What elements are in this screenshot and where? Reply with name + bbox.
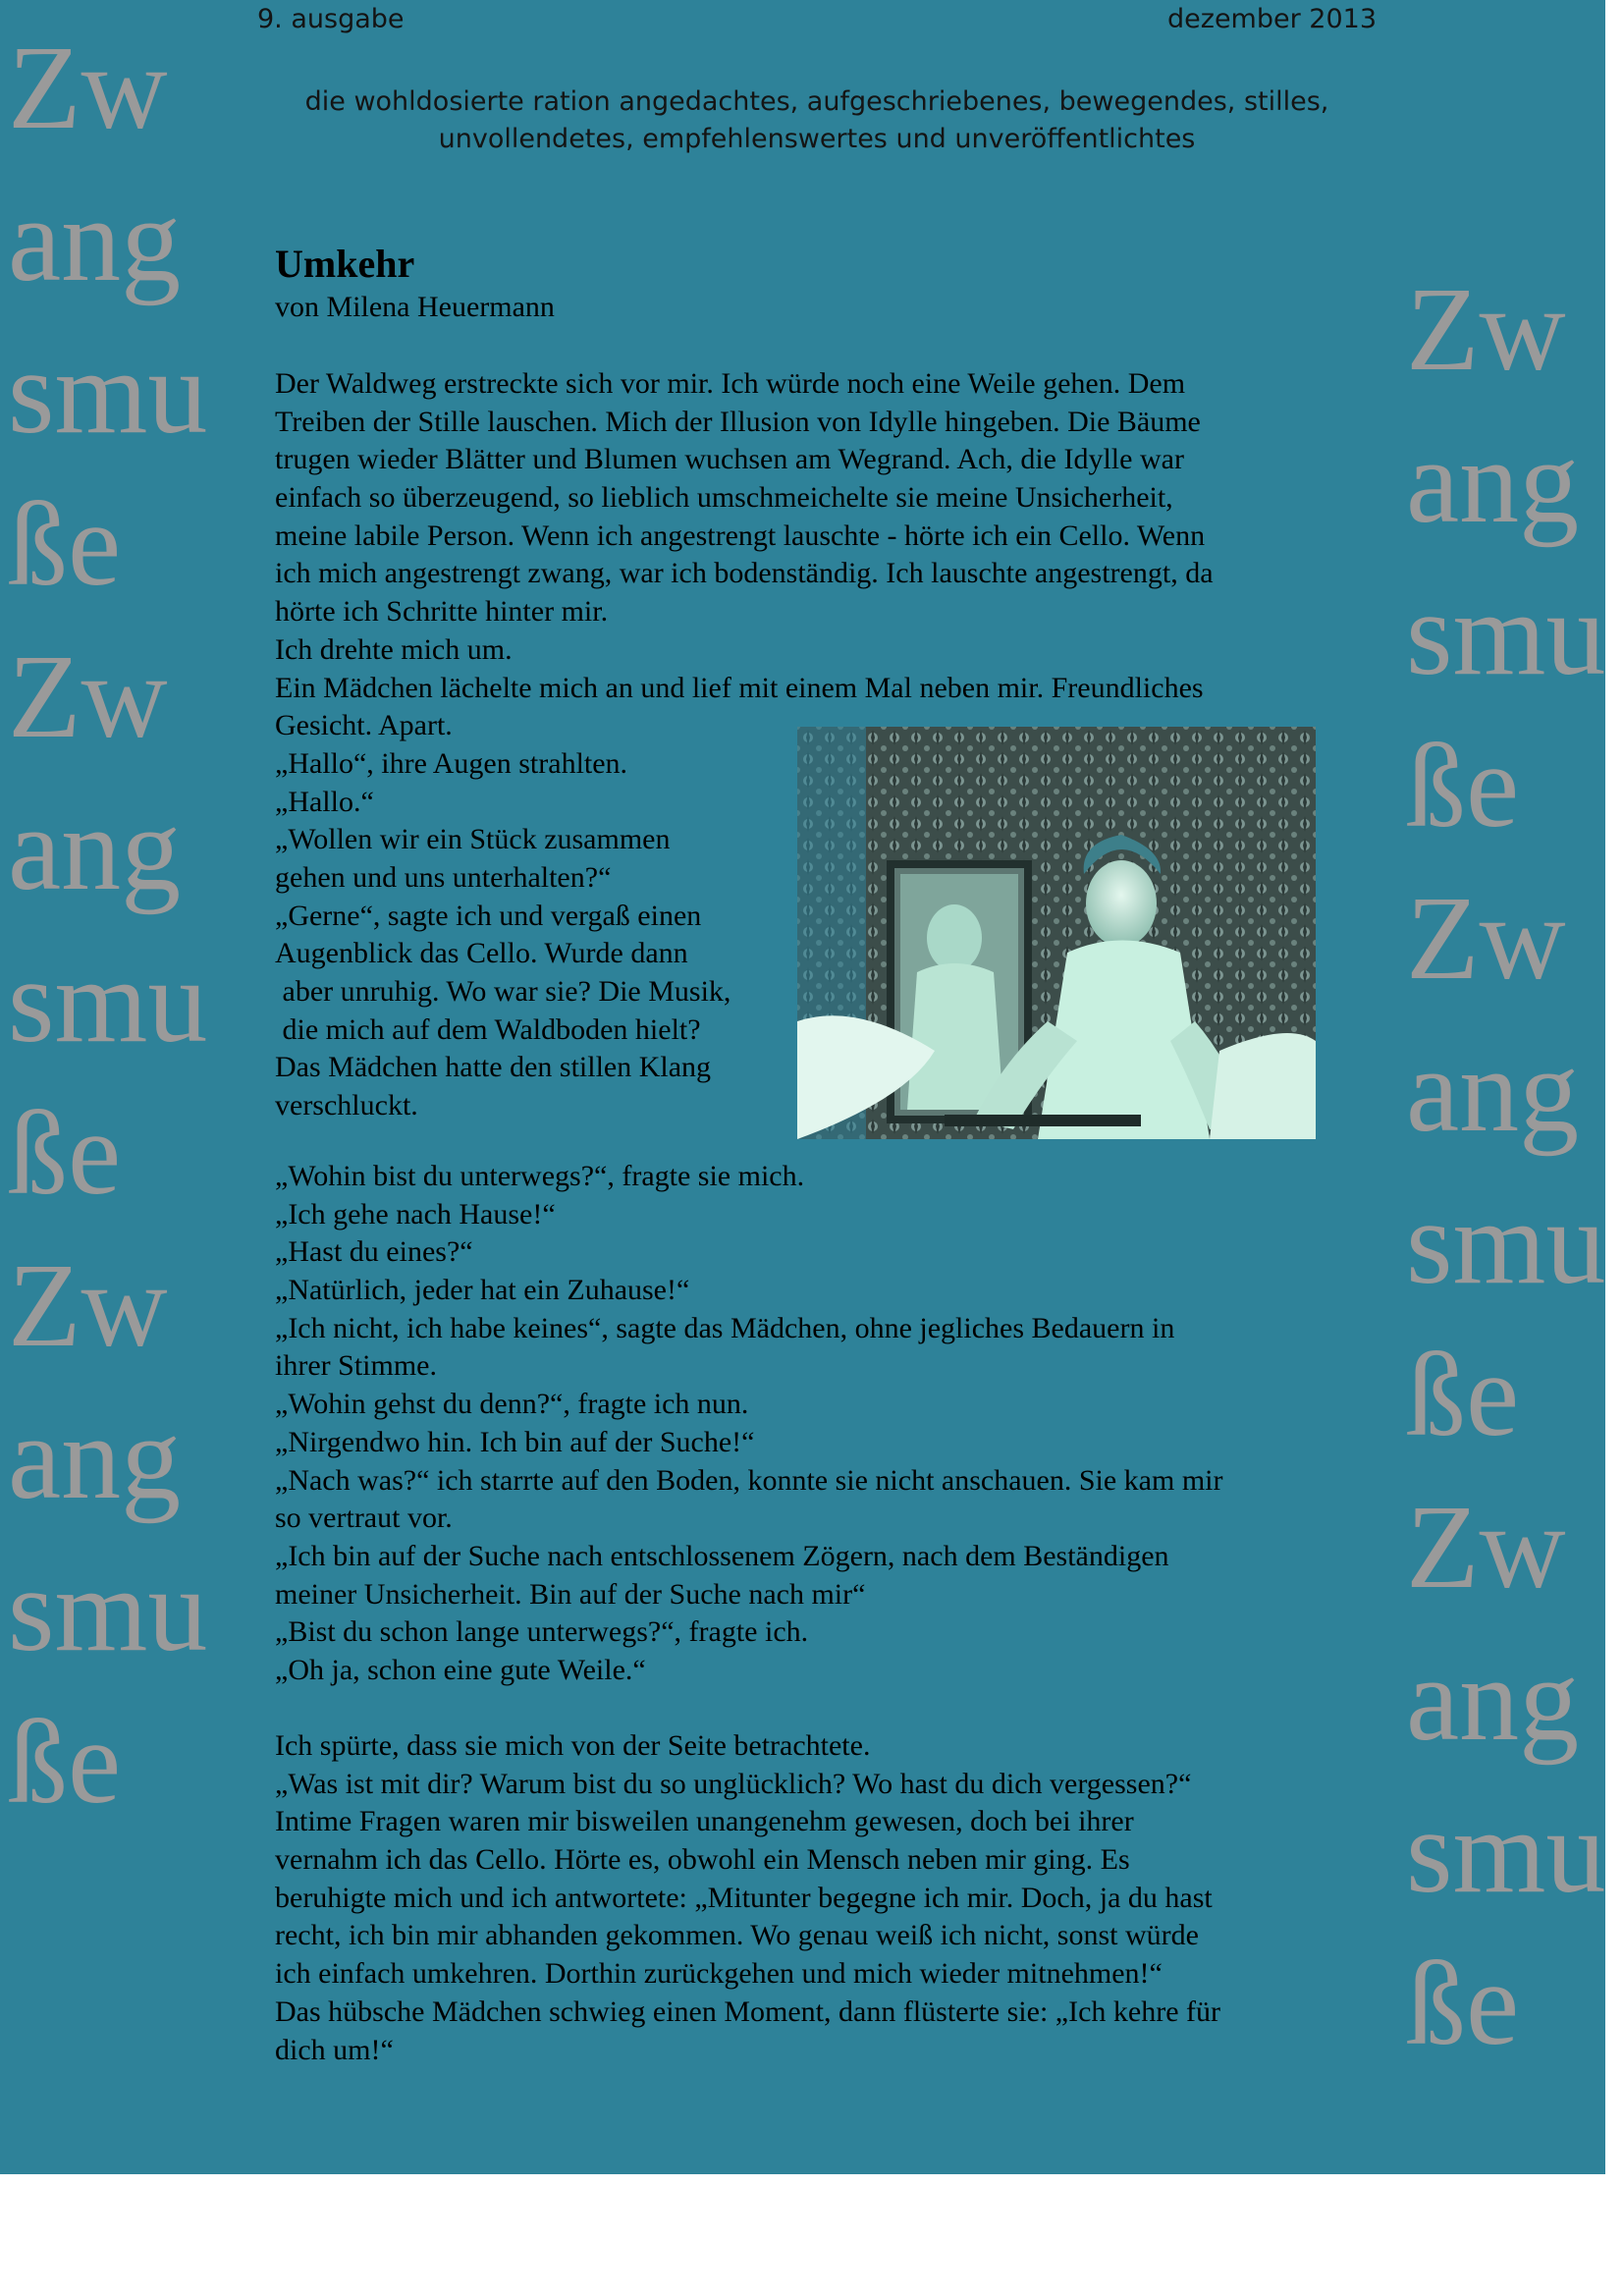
text-line: „Hast du eines?“ [275, 1235, 473, 1269]
side-word-syllable: smu [8, 1544, 208, 1676]
text-line: „Ich bin auf der Suche nach entschlossenem Zögern, nach dem Beständigen [275, 1539, 1169, 1572]
text-line: Gesicht. Apart. [275, 709, 453, 742]
text-line: „Ich nicht, ich habe keines“, sagte das Mädchen, ohne jegliches Bedauern in [275, 1311, 1175, 1344]
side-word-column-left [8, 12, 207, 1838]
side-word-column-right [1406, 253, 1605, 2080]
side-word-syllable: smu [1406, 1176, 1606, 1309]
text-line: vernahm ich das Cello. Hörte es, obwohl ein Mensch neben mir ging. Es [275, 1843, 1130, 1877]
text-line: Ich spürte, dass sie mich von der Seite betrachtete. [275, 1729, 871, 1762]
illustration-woman-mirror [797, 727, 1316, 1139]
text-line: meiner Unsicherheit. Bin auf der Suche nach mir“ [275, 1577, 866, 1611]
side-word-syllable: ang [1406, 1024, 1580, 1157]
text-line: „Wohin bist du unterwegs?“, fragte sie mich. [275, 1160, 805, 1192]
text-line: „Hallo.“ [275, 785, 374, 818]
text-line: beruhigte mich und ich antwortete: „Mitunter begegne ich mir. Doch, ja du hast [275, 1881, 1213, 1914]
text-line: Der Waldweg erstreckte sich vor mir. Ich würde noch eine Weile gehen. Dem [275, 367, 1186, 400]
side-word-syllable: ße [8, 1696, 122, 1829]
text-line: hörte ich Schritte hinter mir. [275, 595, 609, 629]
text-line: ich einfach umkehren. Dorthin zurückgehen und mich wieder mitnehmen!“ [275, 1957, 1163, 1991]
side-word-syllable: smu [8, 326, 208, 459]
text-line: Treiben der Stille lauschen. Mich der Illusion von Idylle hingeben. Die Bäume [275, 405, 1201, 438]
text-line: recht, ich bin mir abhanden gekommen. Wo genau weiß ich nicht, sonst würde [275, 1919, 1199, 1952]
side-word-syllable: ße [1406, 720, 1520, 852]
side-word-syllable: ang [8, 783, 182, 915]
side-word-syllable: ße [8, 478, 122, 611]
text-line: aber unruhig. Wo war sie? Die Musik, [275, 975, 731, 1008]
text-line: Augenblick das Cello. Wurde dann [275, 937, 688, 970]
text-line: „Bist du schon lange unterwegs?“, fragte ich. [275, 1615, 809, 1649]
tagline-line: die wohldosierte ration angedachtes, aufgeschriebenes, bewegendes, stilles, [304, 86, 1329, 117]
text-line: Ein Mädchen lächelte mich an und lief mit einem Mal neben mir. Freundliches [275, 671, 1204, 704]
article-paragraph-3 [275, 1727, 1220, 2069]
tagline [257, 83, 1377, 158]
side-word-syllable: Zw [1406, 872, 1566, 1005]
text-line: „Hallo“, ihre Augen strahlten. [275, 746, 628, 780]
text-line: Intime Fragen waren mir bisweilen unangenehm gewesen, doch bei ihrer [275, 1805, 1134, 1838]
side-word-syllable: Zw [1406, 263, 1566, 396]
side-word-syllable: ße [1406, 1938, 1520, 2070]
text-line: gehen und uns unterhalten?“ [275, 860, 612, 894]
text-line: „Was ist mit dir? Warum bist du so unglücklich? Wo hast du dich vergessen?“ [275, 1767, 1192, 1800]
text-line: meine labile Person. Wenn ich angestrengt lauschte - hörte ich ein Cello. Wenn [275, 519, 1206, 552]
article-paragraph-2 [275, 1158, 1223, 1690]
article-title: Umkehr [275, 242, 415, 286]
side-word-syllable: Zw [8, 22, 168, 154]
side-word-syllable: Zw [1406, 1481, 1566, 1613]
side-word-syllable: smu [1406, 1785, 1606, 1918]
text-line: Das hübsche Mädchen schwieg einen Moment, dann flüsterte sie: „Ich kehre für [275, 1995, 1221, 2028]
text-line: Ich drehte mich um. [275, 632, 513, 666]
side-word-syllable: Zw [8, 630, 168, 763]
side-word-syllable: ang [8, 174, 182, 306]
tagline-line: unvollendetes, empfehlenswertes und unveröffentlichtes [438, 124, 1196, 154]
article-byline: von Milena Heuermann [275, 291, 555, 323]
text-line: Das Mädchen hatte den stillen Klang [275, 1051, 712, 1084]
text-line: „Nirgendwo hin. Ich bin auf der Suche!“ [275, 1425, 755, 1458]
text-line: dich um!“ [275, 2033, 394, 2066]
side-word-syllable: smu [1406, 568, 1606, 700]
text-line: trugen wieder Blätter und Blumen wuchsen am Wegrand. Ach, die Idylle war [275, 443, 1184, 476]
text-line: „Natürlich, jeder hat ein Zuhause!“ [275, 1274, 690, 1307]
side-word-syllable: ang [8, 1392, 182, 1524]
text-line: verschluckt. [275, 1089, 418, 1122]
text-line: so vertraut vor. [275, 1502, 453, 1535]
text-line: einfach so überzeugend, so lieblich umschmeichelte sie meine Unsicherheit, [275, 481, 1173, 515]
issue-date: dezember 2013 [1167, 4, 1377, 34]
text-line: ich mich angestrengt zwang, war ich bodenständig. Ich lauschte angestrengt, da [275, 557, 1214, 590]
text-line: „Wohin gehst du denn?“, fragte ich nun. [275, 1388, 749, 1421]
text-line: „Nach was?“ ich starrte auf den Boden, konnte sie nicht anschauen. Sie kam mir [275, 1463, 1223, 1497]
side-word-syllable: ße [8, 1087, 122, 1220]
text-line: ihrer Stimme. [275, 1349, 437, 1383]
text-line: „Ich gehe nach Hause!“ [275, 1197, 556, 1230]
text-line: „Gerne“, sagte ich und vergaß einen [275, 899, 702, 932]
side-word-syllable: Zw [8, 1239, 168, 1372]
text-line: die mich auf dem Waldboden hielt? [275, 1012, 701, 1046]
text-line: „Wollen wir ein Stück zusammen [275, 823, 671, 856]
issue-number: 9. ausgabe [257, 4, 405, 34]
side-word-syllable: ang [1406, 1633, 1580, 1766]
side-word-syllable: smu [8, 935, 208, 1067]
side-word-syllable: ße [1406, 1329, 1520, 1461]
side-word-syllable: ang [1406, 415, 1580, 548]
text-line: „Oh ja, schon eine gute Weile.“ [275, 1653, 646, 1686]
